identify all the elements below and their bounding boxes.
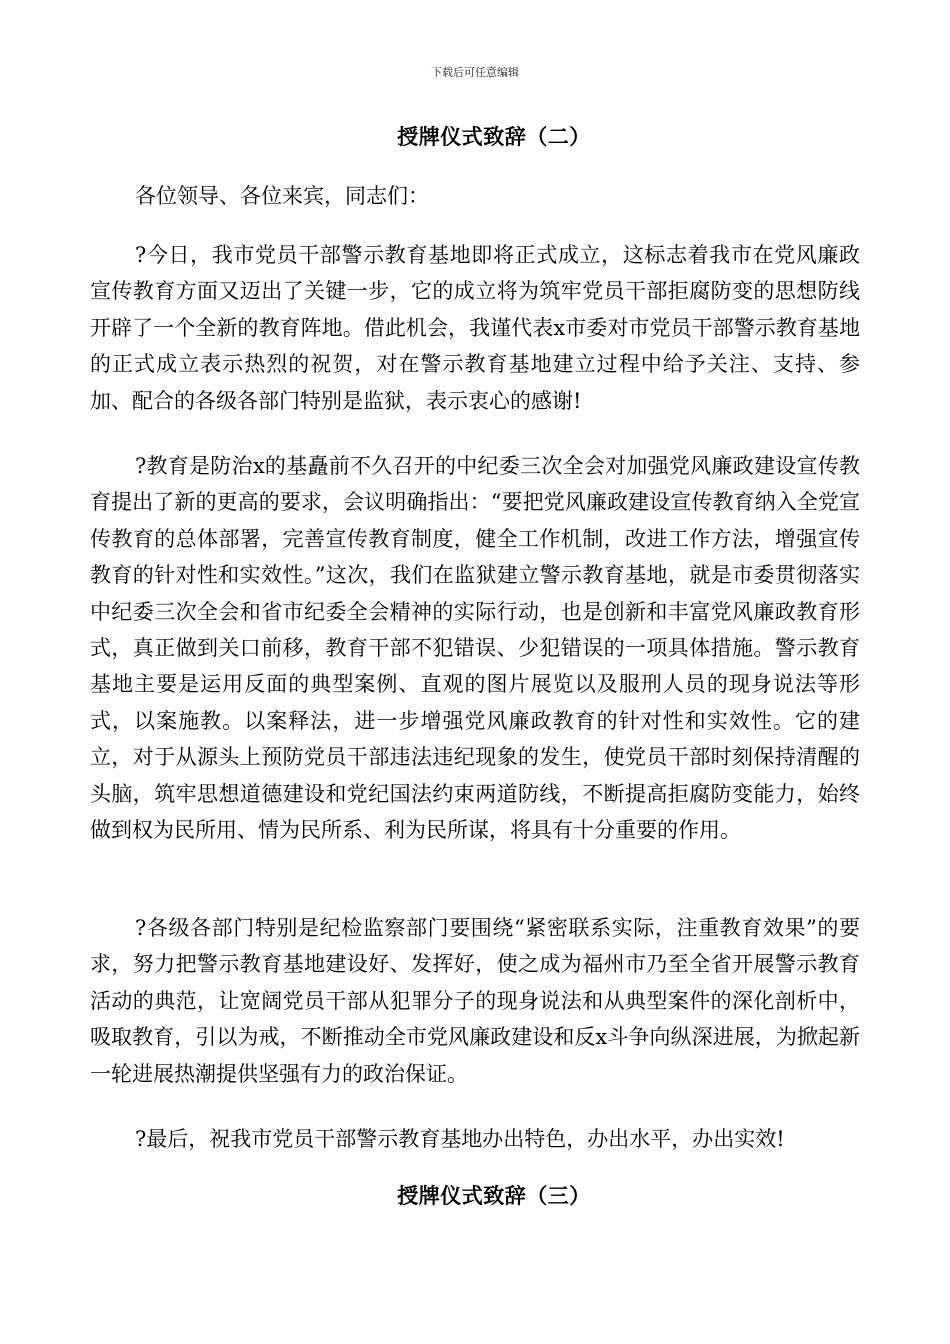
header-note: 下载后可任意编辑 bbox=[431, 66, 519, 79]
paragraph: ?教育是防治x的基矗前不久召开的中纪委三次全会对加强党风廉政建设宣传教育提出了新的更高的要求，会议明确指出：“要把党风廉政建设宣传教育纳入全党宣传教育的总体部署，完善宣传教育制度，健全工作机制，改进工作方法，增强宣传教育的针对性和实效性。”这次，我们在监狱建立警示教育基地，就是市委贯彻落实中纪委三次全会和省市纪委全会精神的实际行动，也是创新和丰富党风廉政教育形式，真正做到关口前移，教育干部不犯错误、少犯错误的一项具体措施。警示教育基地主要是运用反面的典型案例、直观的图片展览以及服刑人员的现身说法等形式，以案施教。以案释法，进一步增强党风廉政教育的针对性和实效性。它的建立，对于从源头上预防党员干部违法违纪现象的发生，使党员干部时刻保持清醒的头脑，筑牢思想道德建设和党纪国法约束两道防线，不断提高拒腐防变能力，始终做到权为民所用、情为民所系、利为民所谋，将具有十分重要的作用。 bbox=[90, 454, 860, 843]
section-title: 授牌仪式致辞（三） bbox=[397, 1183, 591, 1208]
salutation: 各位领导、各位来宾，同志们： bbox=[135, 184, 429, 208]
section-title: 授牌仪式致辞（二） bbox=[397, 124, 591, 149]
paragraph: ?今日，我市党员干部警示教育基地即将正式成立，这标志着我市在党风廉政宣传教育方面又迈出了关键一步，它的成立将为筑牢党员干部拒腐防变的思想防线开辟了一个全新的教育阵地。借此机会，我谨代表x市委对市党员干部警示教育基地的正式成立表示热烈的祝贺，对在警示教育基地建立过程中给予关注、支持、参加、配合的各级各部门特别是监狱，表示衷心的感谢! bbox=[90, 243, 860, 413]
paragraph: ?最后，祝我市党员干部警示教育基地办出特色，办出水平，办出实效! bbox=[135, 1127, 785, 1151]
paragraph: ?各级各部门特别是纪检监察部门要围绕“紧密联系实际，注重教育效果”的要求，努力把警示教育基地建设好、发挥好，使之成为福州市乃至全省开展警示教育活动的典范，让宽阔党员干部从犯罪分子的现身说法和从典型案件的深化剖析中，吸取教育，引以为戒，不断推动全市党风廉政建设和反x斗争向纵深进展，为掀起新一轮进展热潮提供坚强有力的政治保证。 bbox=[90, 916, 860, 1086]
